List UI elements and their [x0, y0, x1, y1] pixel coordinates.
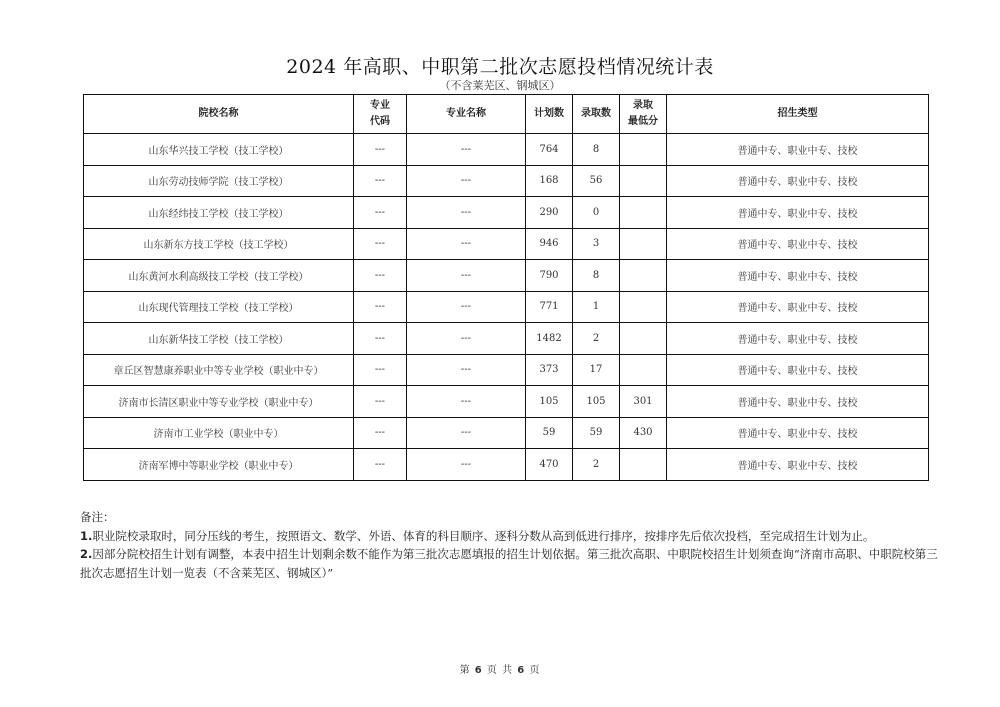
cell-min-score: [620, 165, 667, 197]
header-min-score-line2: 最低分: [628, 116, 658, 127]
cell-plan-count: 764: [526, 134, 573, 166]
cell-min-score: 301: [620, 386, 667, 418]
table-row: [84, 354, 929, 386]
current-page-number: 6: [474, 665, 483, 676]
cell-major-code: ---: [354, 354, 407, 386]
cell-school-name: 章丘区智慧康养职业中等专业学校（职业中专）: [84, 354, 354, 386]
table-row: [84, 260, 929, 292]
cell-admitted-count: 2: [573, 323, 620, 355]
cell-admitted-count: 2: [573, 449, 620, 481]
note-item-2: [80, 545, 940, 582]
total-page-number: 6: [517, 665, 526, 676]
header-major-code: [354, 95, 407, 134]
cell-school-name: 济南市工业学校（职业中专）: [84, 417, 354, 449]
cell-major-name: ---: [407, 165, 526, 197]
cell-major-name: ---: [407, 386, 526, 418]
table-row: [84, 197, 929, 229]
cell-plan-count: 290: [526, 197, 573, 229]
cell-plan-count: 168: [526, 165, 573, 197]
cell-plan-count: 946: [526, 228, 573, 260]
cell-admitted-count: 59: [573, 417, 620, 449]
cell-enrollment-type: 普通中专、职业中专、技校: [667, 260, 929, 292]
footer-suffix: 页: [529, 665, 541, 676]
admission-table: [83, 94, 929, 481]
notes-section: [80, 508, 940, 582]
cell-school-name: 济南市长清区职业中等专业学校（职业中专）: [84, 386, 354, 418]
cell-enrollment-type: 普通中专、职业中专、技校: [667, 449, 929, 481]
note-number: 1.: [80, 528, 93, 543]
cell-min-score: [620, 449, 667, 481]
cell-major-name: ---: [407, 228, 526, 260]
cell-admitted-count: 1: [573, 291, 620, 323]
cell-plan-count: 373: [526, 354, 573, 386]
table-row: [84, 134, 929, 166]
table-row: [84, 386, 929, 418]
header-major-code-line1: 专业: [370, 100, 390, 111]
table-row: [84, 165, 929, 197]
cell-major-code: ---: [354, 165, 407, 197]
cell-admitted-count: 3: [573, 228, 620, 260]
cell-major-code: ---: [354, 323, 407, 355]
cell-school-name: 济南军博中等职业学校（职业中专）: [84, 449, 354, 481]
cell-enrollment-type: 普通中专、职业中专、技校: [667, 354, 929, 386]
cell-admitted-count: 56: [573, 165, 620, 197]
cell-major-name: ---: [407, 260, 526, 292]
cell-major-code: ---: [354, 449, 407, 481]
cell-enrollment-type: 普通中专、职业中专、技校: [667, 197, 929, 229]
table-row: [84, 417, 929, 449]
table-row: [84, 449, 929, 481]
cell-plan-count: 105: [526, 386, 573, 418]
cell-major-name: ---: [407, 449, 526, 481]
header-min-score-line1: 录取: [633, 100, 653, 111]
cell-major-name: ---: [407, 291, 526, 323]
cell-min-score: 430: [620, 417, 667, 449]
cell-plan-count: 470: [526, 449, 573, 481]
document-title: 2024 年高职、中职第二批次志愿投档情况统计表: [286, 56, 714, 78]
cell-school-name: 山东现代管理技工学校（技工学校）: [84, 291, 354, 323]
cell-school-name: 山东黄河水利高级技工学校（技工学校）: [84, 260, 354, 292]
table-header-row: [84, 95, 929, 134]
table-row: [84, 291, 929, 323]
cell-major-code: ---: [354, 228, 407, 260]
cell-plan-count: 1482: [526, 323, 573, 355]
cell-admitted-count: 0: [573, 197, 620, 229]
cell-admitted-count: 8: [573, 134, 620, 166]
cell-school-name: 山东华兴技工学校（技工学校）: [84, 134, 354, 166]
cell-enrollment-type: 普通中专、职业中专、技校: [667, 291, 929, 323]
header-major-name: 专业名称: [407, 95, 526, 134]
cell-major-code: ---: [354, 134, 407, 166]
cell-enrollment-type: 普通中专、职业中专、技校: [667, 417, 929, 449]
header-plan-count: 计划数: [526, 95, 573, 134]
cell-school-name: 山东劳动技师学院（技工学校）: [84, 165, 354, 197]
cell-min-score: [620, 197, 667, 229]
header-min-score: [620, 95, 667, 134]
cell-enrollment-type: 普通中专、职业中专、技校: [667, 165, 929, 197]
note-text: 职业院校录取时，同分压线的考生，按照语文、数学、外语、体育的科目顺序、逐科分数从高到低进行排序，按排序先后依次投档，至完成招生计划为止。: [92, 528, 875, 543]
footer-prefix: 第: [459, 665, 471, 676]
notes-heading: 备注：: [80, 510, 115, 524]
cell-plan-count: 59: [526, 417, 573, 449]
cell-major-code: ---: [354, 291, 407, 323]
cell-min-score: [620, 354, 667, 386]
cell-enrollment-type: 普通中专、职业中专、技校: [667, 386, 929, 418]
cell-enrollment-type: 普通中专、职业中专、技校: [667, 228, 929, 260]
cell-major-code: ---: [354, 386, 407, 418]
cell-admitted-count: 17: [573, 354, 620, 386]
cell-major-code: ---: [354, 260, 407, 292]
document-subtitle: （不含莱芜区、钢城区）: [439, 79, 561, 92]
cell-major-name: ---: [407, 354, 526, 386]
cell-plan-count: 771: [526, 291, 573, 323]
header-major-code-line2: 代码: [370, 116, 390, 127]
footer-middle: 页 共: [486, 665, 514, 676]
cell-min-score: [620, 228, 667, 260]
cell-school-name: 山东新华技工学校（技工学校）: [84, 323, 354, 355]
cell-enrollment-type: 普通中专、职业中专、技校: [667, 134, 929, 166]
cell-school-name: 山东经纬技工学校（技工学校）: [84, 197, 354, 229]
cell-major-name: ---: [407, 417, 526, 449]
note-item-1: [80, 527, 940, 546]
page-footer: [0, 661, 1000, 676]
note-text: 因部分院校招生计划有调整，本表中招生计划剩余数不能作为第三批次志愿填报的招生计划依据。第三批次高职、中职院校招生计划须查询“济南市高职、中职院校第三批次志愿招生计划一览表（不含莱芜区、钢城区）”: [80, 547, 938, 580]
cell-major-code: ---: [354, 197, 407, 229]
header-school-name: 院校名称: [84, 95, 354, 134]
cell-enrollment-type: 普通中专、职业中专、技校: [667, 323, 929, 355]
cell-major-name: ---: [407, 134, 526, 166]
cell-admitted-count: 105: [573, 386, 620, 418]
cell-major-name: ---: [407, 323, 526, 355]
cell-min-score: [620, 260, 667, 292]
cell-min-score: [620, 134, 667, 166]
cell-major-code: ---: [354, 417, 407, 449]
table-row: [84, 323, 929, 355]
cell-min-score: [620, 323, 667, 355]
cell-admitted-count: 8: [573, 260, 620, 292]
header-enrollment-type: 招生类型: [667, 95, 929, 134]
cell-major-name: ---: [407, 197, 526, 229]
cell-school-name: 山东新东方技工学校（技工学校）: [84, 228, 354, 260]
table-row: [84, 228, 929, 260]
note-number: 2.: [80, 547, 93, 561]
cell-min-score: [620, 291, 667, 323]
header-admitted-count: 录取数: [573, 95, 620, 134]
cell-plan-count: 790: [526, 260, 573, 292]
